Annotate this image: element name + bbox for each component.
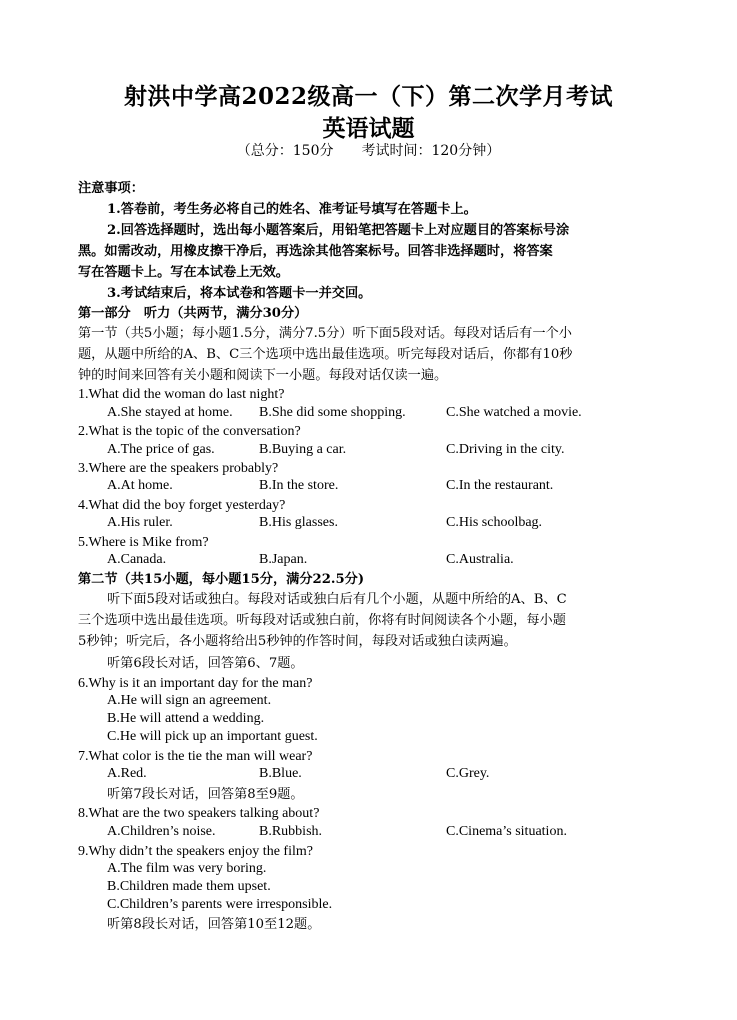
section2-intro-2: 三个选项中选出最佳选项。听每段对话或独白前，你将有时间阅读各个小题，每小题 (78, 613, 566, 628)
q7-option-b: B.Blue. (259, 766, 302, 781)
q8-option-a: A.Children’s noise. (107, 824, 216, 839)
q2-stem: 2.What is the topic of the conversation? (78, 424, 301, 439)
q1-option-c: C.She watched a movie. (446, 405, 582, 420)
q5-option-a: A.Canada. (107, 552, 167, 567)
q6-stem: 6.Why is it an important day for the man? (78, 676, 313, 691)
q6-option-a: A.He will sign an agreement. (107, 693, 272, 708)
section1-intro-2: 题，从题中所给的A、B、C三个选项中选出最佳选项。听完每段对话后，你都有10秒 (78, 347, 573, 362)
q8-option-c: C.Cinema’s situation. (446, 824, 567, 839)
q4-option-a: A.His ruler. (107, 515, 173, 530)
part1-heading: 第一部分 听力（共两节，满分30分） (78, 306, 308, 321)
passage-6-intro: 听第6段长对话，回答第6、7题。 (107, 656, 304, 671)
q2-option-b: B.Buying a car. (259, 442, 347, 457)
q6-option-b: B.He will attend a wedding. (107, 711, 265, 726)
q4-option-c: C.His schoolbag. (446, 515, 543, 530)
q1-stem: 1.What did the woman do last night? (78, 387, 285, 402)
q1-option-a: A.She stayed at home. (107, 405, 233, 420)
exam-title: 射洪中学高2022级高一（下）第二次学月考试 (123, 83, 613, 110)
q3-option-b: B.In the store. (259, 478, 339, 493)
notice-heading: 注意事项： (78, 181, 144, 196)
passage-7-intro: 听第7段长对话，回答第8至9题。 (107, 787, 304, 802)
notice-item-2-end: 写在答题卡上。写在本试卷上无效。 (78, 265, 289, 280)
q9-option-c: C.Children’s parents were irresponsible. (107, 897, 333, 912)
q9-option-b: B.Children made them upset. (107, 879, 271, 894)
exam-subtitle: 英语试题 (322, 115, 415, 142)
passage-8-intro: 听第8段长对话，回答第10至12题。 (107, 917, 321, 932)
notice-item-2-cont: 黑。如需改动，用橡皮擦干净后，再选涂其他答案标号。回答非选择题时，将答案 (78, 244, 553, 259)
section2-intro-1: 听下面5段对话或独白。每段对话或独白后有几个小题，从题中所给的A、B、C (107, 592, 567, 607)
q2-option-a: A.The price of gas. (107, 442, 215, 457)
notice-item-1: 1.答卷前，考生务必将自己的姓名、准考证号填写在答题卡上。 (107, 202, 477, 217)
q6-option-c: C.He will pick up an important guest. (107, 729, 318, 744)
q1-option-b: B.She did some shopping. (259, 405, 406, 420)
q3-option-c: C.In the restaurant. (446, 478, 554, 493)
q7-option-a: A.Red. (107, 766, 147, 781)
q4-stem: 4.What did the boy forget yesterday? (78, 498, 286, 513)
q5-option-b: B.Japan. (259, 552, 308, 567)
section2-heading: 第二节（共15小题，每小题15分，满分22.5分) (78, 572, 365, 587)
q9-stem: 9.Why didn’t the speakers enjoy the film? (78, 844, 313, 859)
q4-option-b: B.His glasses. (259, 515, 338, 530)
notice-item-2: 2.回答选择题时，选出每小题答案后，用铅笔把答题卡上对应题目的答案标号涂 (107, 223, 570, 238)
q3-option-a: A.At home. (107, 478, 173, 493)
q7-stem: 7.What color is the tie the man will wear? (78, 749, 313, 764)
q5-stem: 5.Where is Mike from? (78, 535, 209, 550)
section1-intro-1: 第一节（共5小题；每小题1.5分，满分7.5分）听下面5段对话。每段对话后有一个小 (78, 326, 572, 341)
q2-option-c: C.Driving in the city. (446, 442, 565, 457)
q3-stem: 3.Where are the speakers probably? (78, 461, 279, 476)
notice-item-3: 3.考试结束后，将本试卷和答题卡一并交回。 (107, 286, 372, 301)
q7-option-c: C.Grey. (446, 766, 490, 781)
q9-option-a: A.The film was very boring. (107, 861, 267, 876)
q8-option-b: B.Rubbish. (259, 824, 323, 839)
section1-intro-3: 钟的时间来回答有关小题和阅读下一小题。每段对话仅读一遍。 (78, 368, 448, 383)
section2-intro-3: 5秒钟；听完后，各小题将给出5秒钟的作答时间，每段对话或独白读两遍。 (78, 634, 517, 649)
q8-stem: 8.What are the two speakers talking about? (78, 806, 320, 821)
exam-meta: （总分：150分 考试时间：120分钟） (236, 143, 501, 159)
q5-option-c: C.Australia. (446, 552, 514, 567)
